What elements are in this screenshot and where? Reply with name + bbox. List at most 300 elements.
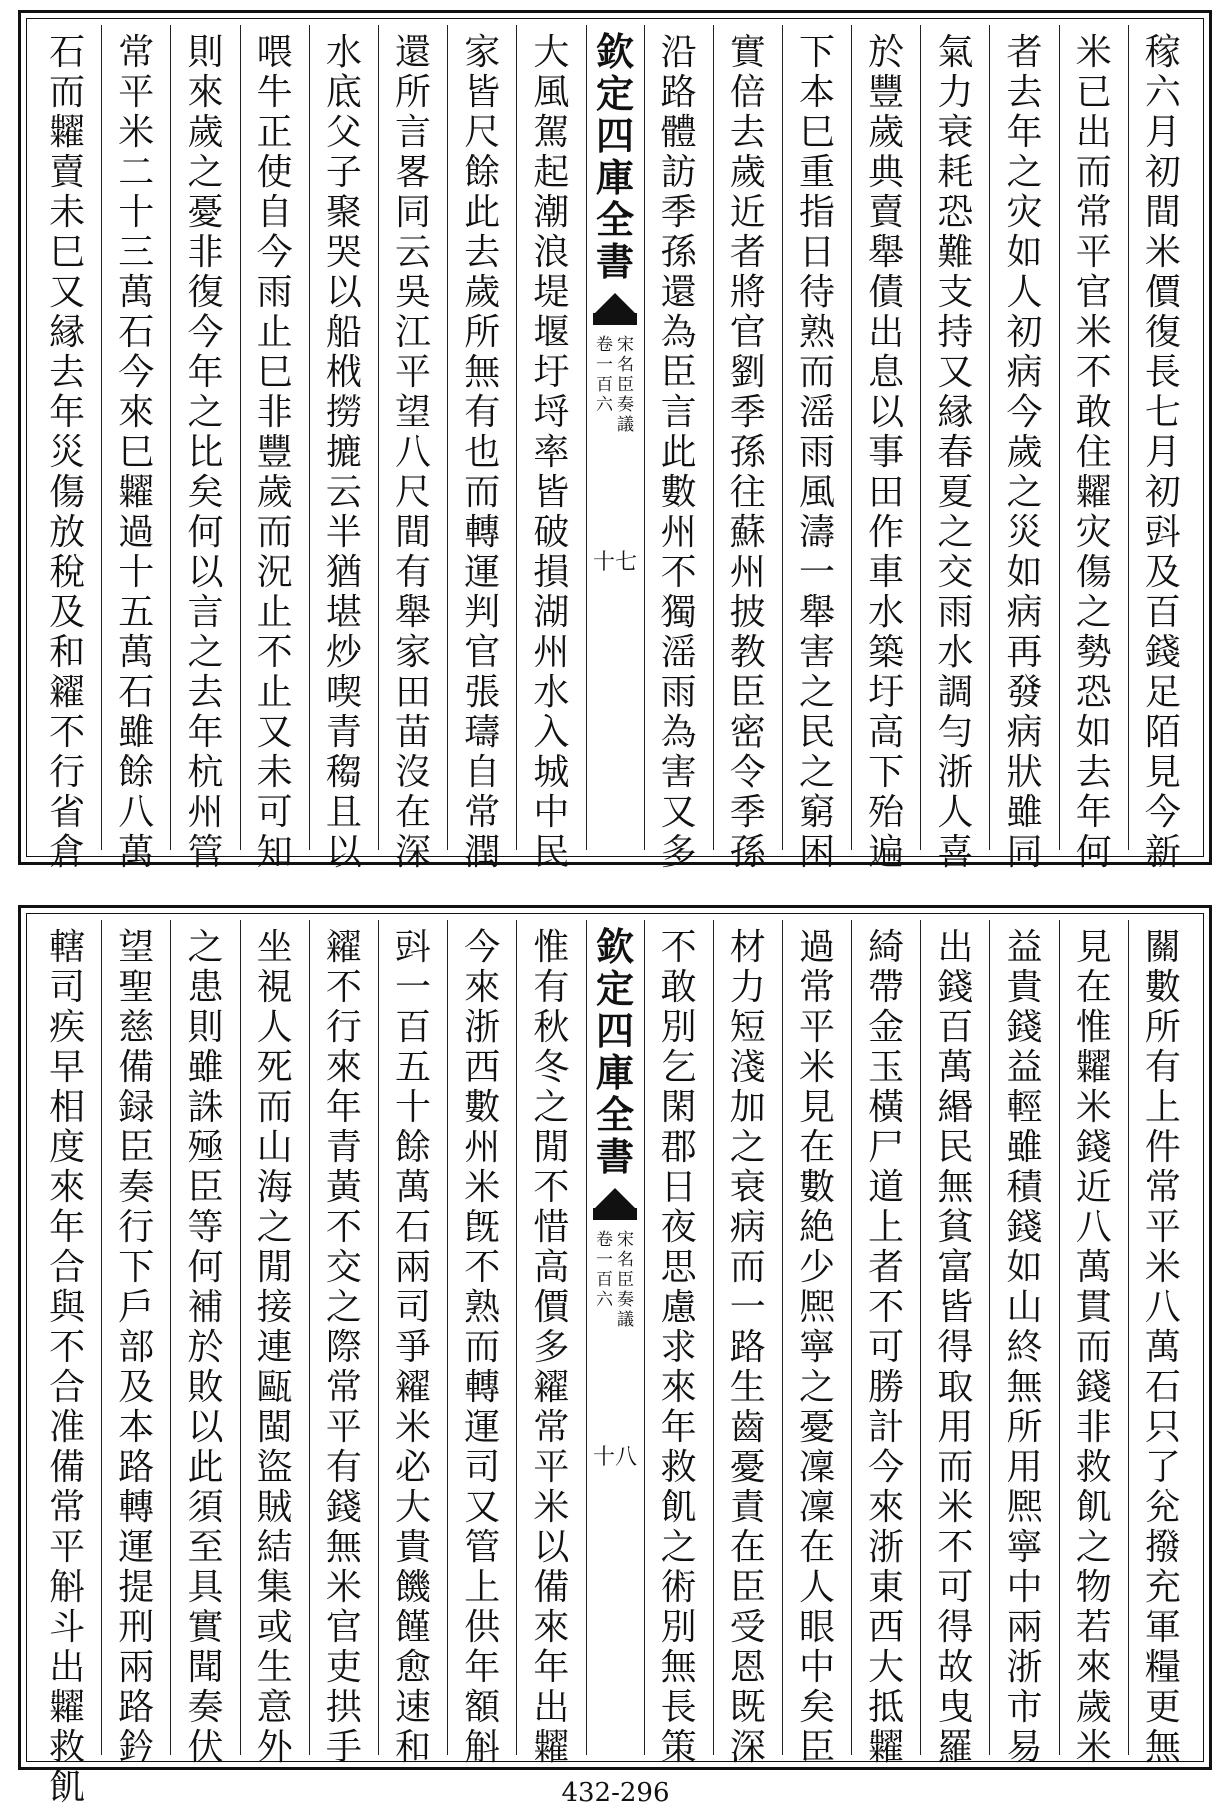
text-char: 雨 — [798, 432, 835, 473]
text-char: 歲 — [729, 152, 766, 193]
text-char: 下 — [798, 32, 835, 73]
book-title — [596, 31, 634, 283]
text-char: 氣 — [937, 32, 974, 73]
text-char: 勻 — [937, 712, 974, 753]
text-char: 何 — [1075, 832, 1112, 873]
bottom-text-column — [920, 920, 989, 1768]
text-char: 又 — [464, 1487, 501, 1528]
text-char: 如 — [1075, 712, 1112, 753]
text-char: 指 — [798, 192, 835, 233]
text-char: 州 — [533, 632, 570, 673]
text-char: 青 — [325, 712, 362, 753]
text-char: 來 — [118, 392, 155, 433]
top-page — [18, 10, 1212, 873]
text-char: 臣 — [729, 672, 766, 713]
text-char: 八 — [118, 792, 155, 833]
text-char: 以 — [187, 552, 224, 593]
text-char: 路 — [118, 1447, 155, 1488]
text-char: 材 — [729, 927, 766, 968]
text-char: 七 — [1144, 392, 1181, 433]
sub-char: 臣 — [617, 1270, 634, 1290]
text-char: 青 — [325, 1127, 362, 1168]
text-char: 實 — [729, 32, 766, 73]
sub-char: 百 — [596, 375, 613, 395]
bottom-text-column — [240, 920, 309, 1768]
text-char: 尺 — [464, 112, 501, 153]
sub-char: 卷 — [596, 1230, 613, 1250]
sub-char: 議 — [617, 415, 634, 435]
text-char: 敢 — [1075, 392, 1112, 433]
text-char: 於 — [187, 1327, 224, 1368]
leaf-number: 十八 — [592, 1445, 637, 1470]
text-char: 盜 — [256, 1447, 293, 1488]
text-char: 沿 — [660, 32, 697, 73]
text-char: 不 — [937, 1527, 974, 1568]
text-char: 實 — [187, 1607, 224, 1648]
text-char: 錢 — [1006, 1007, 1043, 1048]
text-char: 無 — [1144, 1727, 1181, 1768]
fishtail-bar-icon — [593, 313, 637, 325]
text-char: 路 — [729, 1327, 766, 1368]
text-char: 歲 — [1006, 432, 1043, 473]
text-char: 旣 — [464, 1207, 501, 1248]
text-char: 沒 — [395, 752, 432, 793]
text-char: 合 — [49, 1247, 86, 1288]
text-char: 刑 — [118, 1607, 155, 1648]
text-char: 舉 — [868, 232, 905, 273]
text-char: 之 — [1075, 592, 1112, 633]
title-char: 四 — [595, 113, 634, 158]
text-char: 恩 — [729, 1647, 766, 1688]
text-char: 數 — [660, 472, 697, 513]
text-char: 初 — [1144, 152, 1181, 193]
text-char: 曳 — [937, 1687, 974, 1728]
book-title — [596, 926, 634, 1178]
text-char: 轄 — [49, 927, 86, 968]
bottom-text-column — [378, 920, 447, 1768]
text-char: 部 — [118, 1327, 155, 1368]
text-char: 歲 — [187, 112, 224, 153]
text-char: 米 — [1075, 32, 1112, 73]
text-char: 平 — [533, 1447, 570, 1488]
top-text-column — [170, 25, 239, 873]
text-char: 今 — [118, 352, 155, 393]
text-char: 尸 — [868, 1127, 905, 1168]
text-char: 歲 — [256, 472, 293, 513]
top-text-column — [1128, 25, 1197, 873]
text-char: 鈐 — [118, 1727, 155, 1768]
text-char: 今 — [868, 1447, 905, 1488]
text-char: 何 — [187, 1247, 224, 1288]
text-char: 耗 — [937, 152, 974, 193]
text-char: 之 — [187, 392, 224, 433]
text-char: 充 — [1144, 1567, 1181, 1608]
text-char: 甌 — [256, 1367, 293, 1408]
text-char: 家 — [395, 632, 432, 673]
text-char: 栰 — [325, 352, 362, 393]
text-char: 去 — [729, 112, 766, 153]
text-char: 西 — [868, 1607, 905, 1648]
text-char: 多 — [533, 1327, 570, 1368]
text-char: 在 — [1075, 967, 1112, 1008]
text-char: 閒 — [533, 1127, 570, 1168]
text-char: 年 — [1006, 112, 1043, 153]
text-char: 又 — [660, 792, 697, 833]
text-char: 孫 — [729, 832, 766, 873]
text-char: 息 — [868, 352, 905, 393]
text-char: 十 — [395, 1087, 432, 1128]
text-char: 矣 — [187, 472, 224, 513]
text-char: 淺 — [729, 1047, 766, 1088]
text-char: 所 — [395, 72, 432, 113]
text-char: 州 — [464, 1127, 501, 1168]
text-char: 爭 — [395, 1327, 432, 1368]
text-char: 數 — [798, 1167, 835, 1208]
text-char: 斛 — [49, 1567, 86, 1608]
text-char: 年 — [325, 1087, 362, 1128]
text-char: 長 — [660, 1687, 697, 1728]
text-char: 糴 — [395, 1367, 432, 1408]
bottom-text-column — [989, 920, 1058, 1768]
text-char: 見 — [798, 1087, 835, 1128]
text-char: 去 — [1006, 72, 1043, 113]
text-char: 還 — [660, 272, 697, 313]
text-char: 短 — [729, 1007, 766, 1048]
text-char: 以 — [325, 832, 362, 873]
top-text-column — [516, 25, 585, 873]
text-char: 五 — [118, 592, 155, 633]
text-char: 綺 — [868, 927, 905, 968]
text-char: 災 — [1006, 512, 1043, 553]
text-char: 凜 — [798, 1447, 835, 1488]
text-char: 還 — [395, 32, 432, 73]
text-char: 將 — [729, 272, 766, 313]
text-char: 益 — [1006, 1047, 1043, 1088]
text-char: 二 — [118, 152, 155, 193]
text-char: 有 — [325, 1447, 362, 1488]
text-char: 石 — [118, 312, 155, 353]
text-char: 奏 — [187, 1687, 224, 1728]
text-char: 自 — [464, 752, 501, 793]
text-char: 雨 — [937, 592, 974, 633]
text-char: 浙 — [868, 1527, 905, 1568]
text-char: 州 — [729, 552, 766, 593]
text-char: 集 — [256, 1567, 293, 1608]
text-char: 喫 — [325, 672, 362, 713]
text-char: 倍 — [729, 72, 766, 113]
text-char: 市 — [1006, 1687, 1043, 1728]
text-char: 具 — [187, 1567, 224, 1608]
text-char: 救 — [660, 1447, 697, 1488]
text-char: 若 — [1075, 1607, 1112, 1648]
text-char: 無 — [325, 1527, 362, 1568]
text-char: 常 — [464, 792, 501, 833]
text-char: 同 — [395, 192, 432, 233]
text-char: 戶 — [118, 1287, 155, 1328]
text-char: 巳 — [256, 352, 293, 393]
text-char: 少 — [798, 1247, 835, 1288]
text-char: 狀 — [1006, 752, 1043, 793]
text-char: 一 — [798, 552, 835, 593]
text-char: 矣 — [798, 1687, 835, 1728]
text-char: 不 — [660, 552, 697, 593]
text-char: 風 — [798, 472, 835, 513]
text-char: 蘇 — [729, 512, 766, 553]
text-char: 高 — [868, 712, 905, 753]
text-char: 之 — [325, 1287, 362, 1328]
text-char: 倉 — [49, 832, 86, 873]
text-char: 省 — [49, 792, 86, 833]
text-char: 不 — [325, 967, 362, 1008]
text-char: 與 — [49, 1287, 86, 1328]
text-char: 數 — [1144, 967, 1181, 1008]
text-char: 於 — [868, 32, 905, 73]
title-char: 定 — [595, 966, 634, 1011]
text-char: 眼 — [798, 1607, 835, 1648]
text-char: 平 — [1144, 1207, 1181, 1248]
text-char: 堪 — [325, 592, 362, 633]
text-char: 熈 — [1006, 1487, 1043, 1528]
text-char: 兩 — [395, 1247, 432, 1288]
text-char: 夜 — [660, 1207, 697, 1248]
text-char: 潤 — [464, 832, 501, 873]
text-char: 重 — [798, 152, 835, 193]
text-char: 年 — [1075, 792, 1112, 833]
text-char: 糶 — [49, 1687, 86, 1728]
title-char: 書 — [595, 1134, 634, 1179]
text-char: 民 — [798, 712, 835, 753]
text-char: 石 — [49, 32, 86, 73]
text-char: 災 — [49, 432, 86, 473]
text-char: 者 — [1006, 32, 1043, 73]
text-char: 之 — [533, 1087, 570, 1128]
text-char: 司 — [464, 1447, 501, 1488]
text-char: 出 — [533, 1687, 570, 1728]
title-char: 全 — [595, 1092, 634, 1137]
text-char: 同 — [1006, 832, 1043, 873]
text-char: 殆 — [868, 792, 905, 833]
text-char: 或 — [256, 1607, 293, 1648]
text-char: 堰 — [533, 312, 570, 353]
bottom-text-column — [1059, 920, 1128, 1768]
text-char: 結 — [256, 1527, 293, 1568]
text-char: 州 — [187, 792, 224, 833]
text-char: 破 — [533, 512, 570, 553]
text-char: 在 — [798, 1527, 835, 1568]
text-char: 畧 — [395, 152, 432, 193]
text-char: 季 — [660, 192, 697, 233]
text-char: 拱 — [325, 1687, 362, 1728]
bottom-text-column — [33, 920, 101, 1808]
text-char: 而 — [729, 1247, 766, 1288]
text-char: 年 — [533, 1647, 570, 1688]
text-char: 已 — [1075, 72, 1112, 113]
text-char: 平 — [49, 1527, 86, 1568]
text-char: 歲 — [868, 112, 905, 153]
text-char: 之 — [798, 752, 835, 793]
sub-char: 卷 — [596, 335, 613, 355]
text-char: 非 — [256, 392, 293, 433]
text-char: 閑 — [660, 1087, 697, 1128]
text-char: 故 — [937, 1647, 974, 1688]
top-text-column — [989, 25, 1058, 873]
text-char: 駕 — [533, 112, 570, 153]
text-char: 哭 — [325, 232, 362, 273]
text-char: 以 — [868, 392, 905, 433]
text-char: 錢 — [1144, 632, 1181, 673]
text-char: 過 — [118, 512, 155, 553]
text-char: 出 — [937, 927, 974, 968]
text-char: 吏 — [325, 1647, 362, 1688]
text-char: 今 — [1006, 392, 1043, 433]
text-char: 日 — [798, 232, 835, 273]
text-char: 調 — [937, 672, 974, 713]
text-char: 賣 — [868, 192, 905, 233]
sub-char: 臣 — [617, 375, 634, 395]
text-char: 轉 — [464, 512, 501, 553]
text-char: 平 — [1075, 232, 1112, 273]
text-char: 春 — [937, 432, 974, 473]
text-char: 得 — [937, 1607, 974, 1648]
text-char: 錢 — [1075, 1127, 1112, 1168]
text-char: 手 — [325, 1727, 362, 1768]
text-char: 不 — [660, 927, 697, 968]
text-char: 債 — [868, 272, 905, 313]
text-char: 糴 — [533, 1367, 570, 1408]
text-char: 所 — [1006, 1407, 1043, 1448]
text-char: 日 — [660, 1167, 697, 1208]
text-char: 山 — [1006, 1287, 1043, 1328]
text-char: 濤 — [798, 512, 835, 553]
text-char: 之 — [187, 152, 224, 193]
text-char: 深 — [395, 832, 432, 873]
text-char: 餘 — [118, 752, 155, 793]
text-char: 米 — [118, 112, 155, 153]
text-char: 米 — [937, 1487, 974, 1528]
text-char: 巳 — [798, 112, 835, 153]
text-char: 糶 — [868, 1727, 905, 1768]
text-char: 餘 — [395, 1127, 432, 1168]
text-char: 害 — [660, 752, 697, 793]
text-char: 只 — [1144, 1407, 1181, 1448]
text-char: 平 — [325, 1407, 362, 1448]
text-char: 平 — [395, 352, 432, 393]
text-char: 如 — [1006, 1247, 1043, 1288]
text-char: 疾 — [49, 1007, 86, 1048]
text-char: 築 — [868, 632, 905, 673]
text-char: 則 — [187, 1007, 224, 1048]
text-char: 官 — [729, 312, 766, 353]
text-char: 本 — [798, 72, 835, 113]
sub-char: 名 — [617, 355, 634, 375]
text-char: 餘 — [464, 152, 501, 193]
text-char: 正 — [256, 112, 293, 153]
text-char: 既 — [729, 1687, 766, 1728]
text-char: 撥 — [1144, 1527, 1181, 1568]
text-char: 中 — [533, 792, 570, 833]
text-char: 求 — [660, 1327, 697, 1368]
text-char: 來 — [1075, 1647, 1112, 1688]
text-char: 備 — [533, 1567, 570, 1608]
text-char: 十 — [118, 552, 155, 593]
text-char: 官 — [464, 632, 501, 673]
text-char: 米 — [1075, 312, 1112, 353]
text-char: 及 — [118, 1367, 155, 1408]
text-char: 帶 — [868, 967, 905, 1008]
text-char: 又 — [49, 272, 86, 313]
text-char: 行 — [325, 1007, 362, 1048]
text-char: 惜 — [533, 1207, 570, 1248]
text-char: 速 — [395, 1687, 432, 1728]
text-char: 錢 — [1075, 1367, 1112, 1408]
text-char: 備 — [118, 1047, 155, 1088]
text-char: 視 — [256, 967, 293, 1008]
text-char: 山 — [256, 1127, 293, 1168]
top-center-column — [586, 25, 644, 850]
text-char: 和 — [395, 1727, 432, 1768]
text-char: 交 — [937, 552, 974, 593]
title-char: 書 — [595, 239, 634, 284]
text-char: 且 — [325, 792, 362, 833]
text-char: 滛 — [798, 392, 835, 433]
text-char: 出 — [868, 312, 905, 353]
text-char: 之 — [256, 1207, 293, 1248]
text-char: 復 — [187, 272, 224, 313]
text-char: 米 — [395, 1407, 432, 1448]
text-char: 傷 — [49, 472, 86, 513]
text-char: 和 — [49, 632, 86, 673]
text-char: 補 — [187, 1287, 224, 1328]
text-char: 䅳 — [325, 752, 362, 793]
text-char: 賊 — [256, 1487, 293, 1528]
text-char: 用 — [937, 1407, 974, 1448]
top-text-column — [447, 25, 516, 873]
text-char: 長 — [1144, 352, 1181, 393]
text-char: 及 — [1144, 552, 1181, 593]
text-char: 敢 — [660, 967, 697, 1008]
text-char: 之 — [187, 927, 224, 968]
text-char: 常 — [325, 1367, 362, 1408]
text-char: 間 — [1144, 192, 1181, 233]
text-char: 夏 — [937, 472, 974, 513]
text-char: 埒 — [533, 392, 570, 433]
text-char: 玉 — [868, 1047, 905, 1088]
text-char: 了 — [1144, 1447, 1181, 1488]
text-char: 思 — [660, 1247, 697, 1288]
text-char: 事 — [868, 432, 905, 473]
text-char: 意 — [256, 1687, 293, 1728]
text-char: 饉 — [395, 1607, 432, 1648]
text-char: 臣 — [118, 1127, 155, 1168]
text-char: 不 — [868, 1287, 905, 1328]
text-char: 米 — [325, 1567, 362, 1608]
text-char: 運 — [464, 552, 501, 593]
top-text-column — [920, 25, 989, 873]
text-char: 殛 — [187, 1127, 224, 1168]
text-char: 舉 — [798, 592, 835, 633]
text-char: 臣 — [187, 1167, 224, 1208]
text-char: 高 — [533, 1247, 570, 1288]
text-char: 米 — [1075, 1727, 1112, 1768]
text-char: 見 — [1144, 752, 1181, 793]
text-char: 之 — [1006, 152, 1043, 193]
text-char: 坐 — [256, 927, 293, 968]
text-char: 教 — [729, 632, 766, 673]
text-char: 所 — [464, 312, 501, 353]
text-char: 供 — [464, 1607, 501, 1648]
text-char: 間 — [395, 512, 432, 553]
fishtail-bar-icon — [593, 1208, 637, 1220]
